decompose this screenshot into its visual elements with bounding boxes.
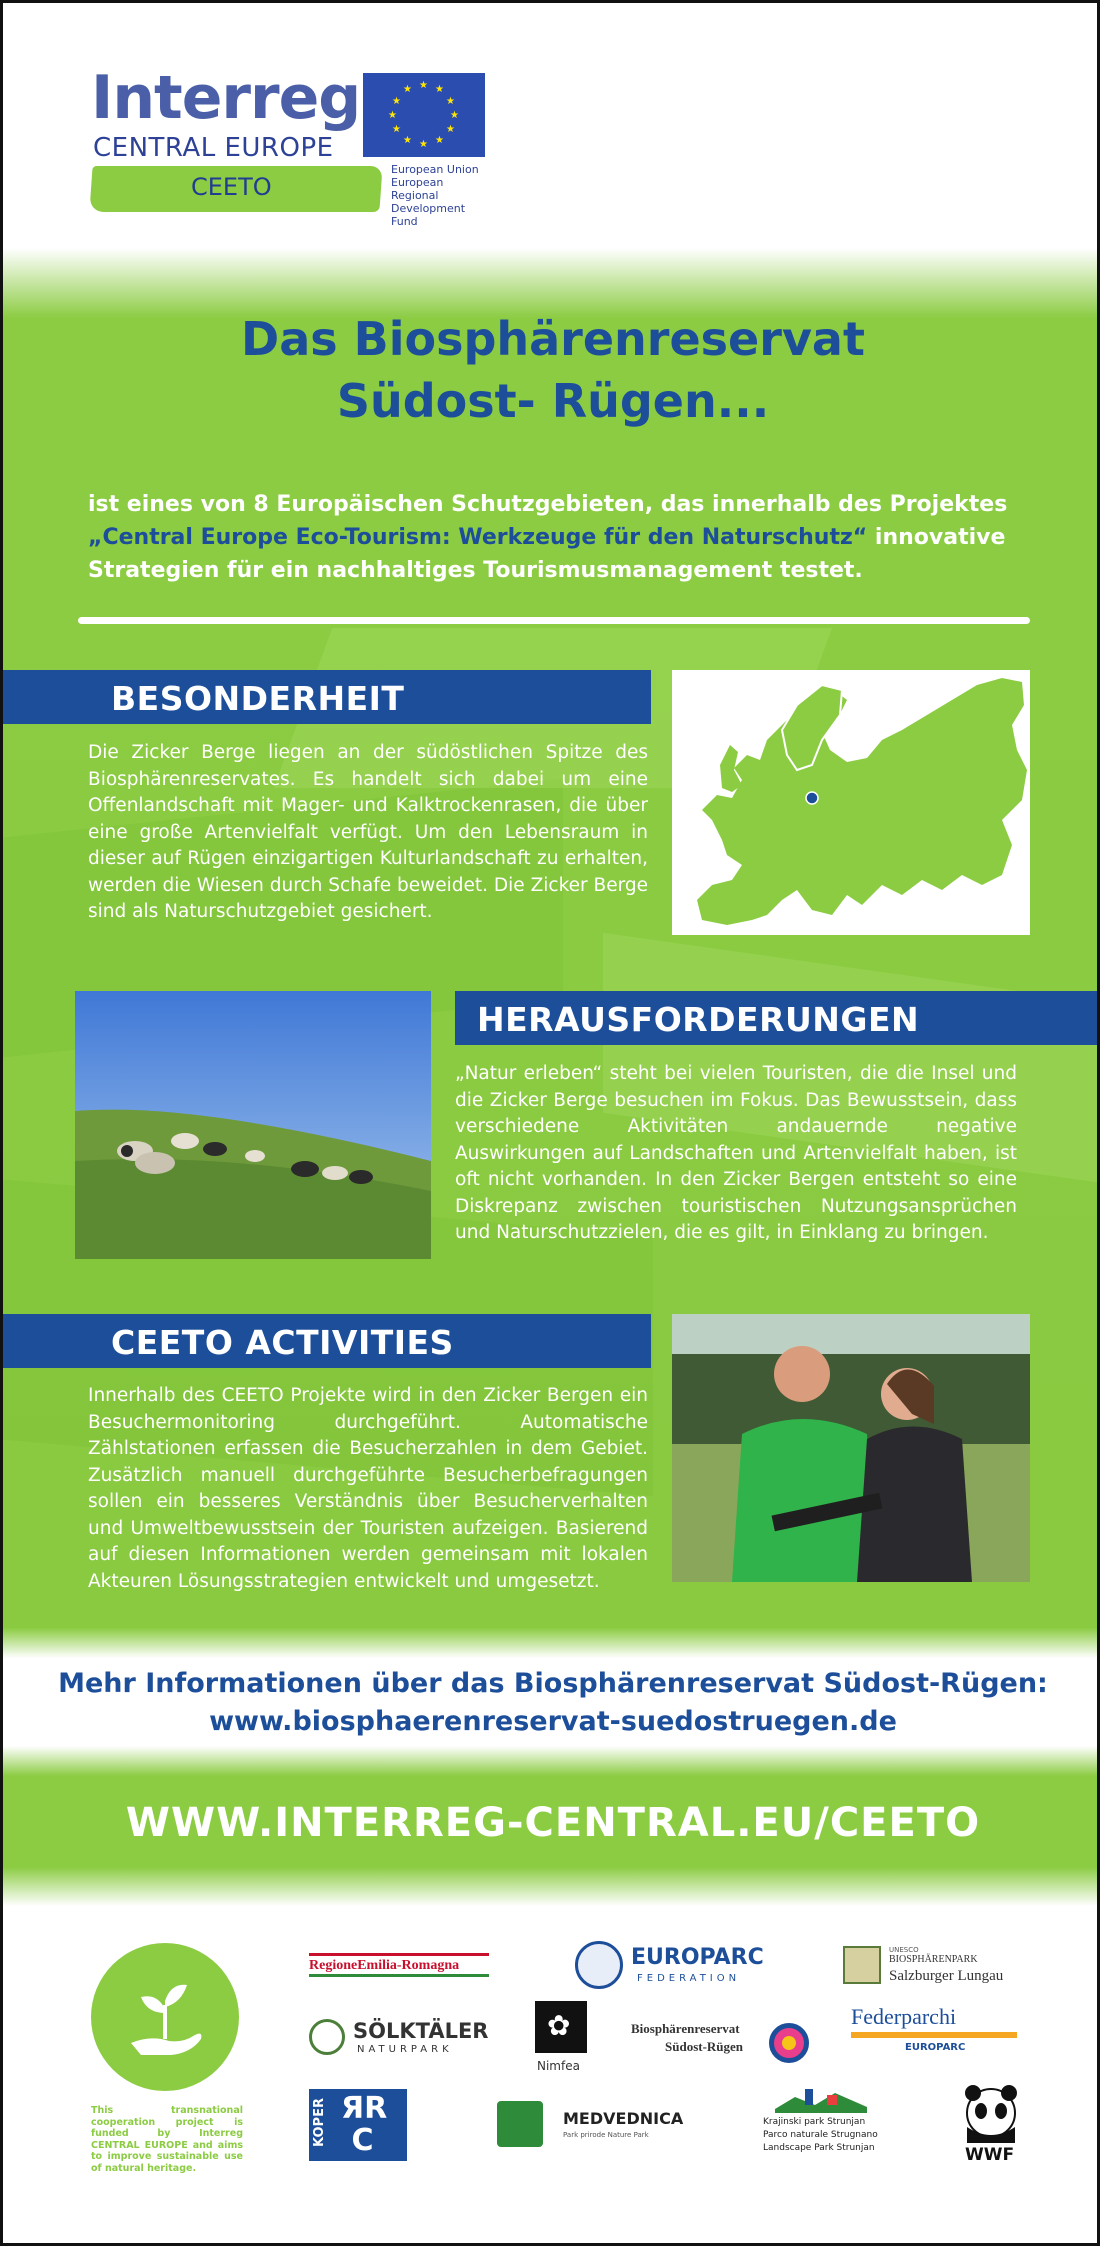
page-title [3, 308, 1100, 432]
medvednica-subtext: Park prirode Nature Park [563, 2131, 649, 2139]
federparchi-text: Federparchi [851, 2004, 957, 2029]
wwf-logo [959, 2083, 1023, 2167]
besonderheit-text: Die Zicker Berge liegen an der südöstlichen Spitze des Biosphärenreservates. Es handelt sich dabei um eine Offenlandschaft mit Mager- und Kalktrockenrasen, die über eine große Artenvielfalt verfügt. Um den Lebensraum in dieser auf Rügen einzigartigen Kulturlandschaft zu erhalten, werden die Wiesen durch Schafe beweidet. Die Zicker Berge sind als Naturschutzgebiet gesichert. [88, 742, 648, 922]
rugen-line1: Biosphärenreservat [631, 2021, 740, 2036]
strunjan-skyline-icon [775, 2087, 867, 2113]
herausforderungen-text: „Natur erleben“ steht bei vielen Touristen, die die Insel und die Zicker Berge besuchen im Fokus. Das Bewusstsein, dass verschiedene Aktivitäten andauernde negative Auswirkungen auf Landschaften und Artenvielfalt haben, ist oft nicht vorhanden. In den Zicker Bergen entsteht so eine Diskrepanz zwischen touristischen Nutzungsansprüchen und Naturschutzzielen, die es gilt, in Einklang zu bringen. [455, 1063, 1017, 1243]
strunjan-logo [763, 2087, 895, 2161]
divider [78, 617, 1030, 624]
nimfea-logo [531, 2001, 591, 2077]
wwf-text: WWF [965, 2145, 1015, 2165]
interreg-wordmark: Interreg [91, 63, 361, 133]
europarc-globe-icon [575, 1941, 623, 1989]
biosphaerenreservat-logo [631, 2021, 821, 2065]
lungau-line2: Salzburger Lungau [889, 1968, 1004, 1984]
sheep-photo-svg [75, 991, 431, 1259]
rugen-line2: Südost-Rügen [665, 2039, 744, 2054]
federparchi-stripe [851, 2032, 1017, 2038]
nimfea-text: Nimfea [537, 2059, 580, 2073]
lungau-badge-icon [843, 1946, 881, 1984]
sprout-hand-icon [91, 1943, 239, 2091]
page-title-line2: Südost- Rügen... [336, 374, 770, 428]
intro-part2: innovative Strategien für ein nachhaltiges Tourismusmanagement testet. [88, 525, 1006, 583]
rugen-inner-dot [782, 2036, 796, 2050]
eu-caption-line2: European Regional [391, 176, 444, 202]
more-info-band [3, 1628, 1100, 1776]
more-info-line1: Mehr Informationen über das Biosphärenreservat Südost-Rügen: [58, 1668, 1048, 1699]
eu-caption [391, 163, 491, 228]
lily-glyph: ✿ [547, 2009, 571, 2042]
koper-logo [309, 2089, 409, 2163]
europe-map-svg [672, 670, 1030, 935]
soelktaeler-logo [309, 2015, 494, 2061]
more-info-link[interactable]: www.biosphaerenreservat-suedostruegen.de [209, 1706, 897, 1737]
panda-icon [959, 2083, 1023, 2143]
soelktaeler-subtext: NATURPARK [357, 2044, 453, 2055]
lungau-unesco: UNESCO [889, 1946, 919, 1954]
activities-text: Innerhalb des CEETO Projekte wird in den Zicker Bergen ein Besuchermonitoring durchgeführt. Automatische Zählstationen erfassen die Besucherzahlen in dem Gebiet. Zusätzlich manuell durchgeführte Besucherbefragungen sollen ein besseres Verständnis über Besucherverhalten und Umweltbewusstsein der Touristen aufzeigen. Basierend auf diesen Informationen werden gemeinsam mit lokalen Akteuren Lösungsstrategien entwickelt und umgesetzt. [88, 1385, 648, 1592]
activities-title: CEETO ACTIVITIES [111, 1323, 454, 1362]
strunjan-line2: Parco naturale Strugnano [763, 2130, 878, 2140]
soelktaeler-text: SÖLKTÄLER [353, 2019, 489, 2043]
medvednica-text: MEDVEDNICA [563, 2109, 684, 2128]
location-marker [806, 792, 818, 804]
soelktaeler-mountain-icon [309, 2019, 345, 2055]
rangers-photo-svg [672, 1314, 1030, 1582]
eu-flag-icon: ★ ★ ★ ★ ★ ★ ★ ★ ★ ★ ★ ★ [363, 73, 485, 157]
eu-caption-line3: Development Fund [391, 202, 466, 228]
emilia-romagna-logo [309, 1953, 489, 1977]
federparchi-logo [851, 2004, 1021, 2064]
eu-caption-line1: European Union [391, 163, 479, 176]
intro-project-name: „Central Europe Eco-Tourism: Werkzeuge für den Naturschutz“ [88, 525, 868, 550]
nimfea-lily-icon [535, 2001, 587, 2053]
project-url[interactable]: WWW.INTERREG-CENTRAL.EU/CEETO [125, 1800, 981, 1846]
medvednica-logo [497, 2101, 687, 2151]
koper-rrc-mark: ЯR C [341, 2091, 388, 2158]
rangers-photo [672, 1314, 1030, 1582]
sprout-hand-svg [91, 1943, 239, 2091]
strunjan-line3: Landscape Park Strunjan [763, 2143, 875, 2153]
medvednica-mountain-icon [497, 2101, 543, 2147]
funding-note: This transnational cooperation project is funded by Interreg CENTRAL EUROPE and aims to improve sustainable use of natural heritage. [91, 2105, 243, 2174]
intro-part1: ist eines von 8 Europäischen Schutzgebieten, das innerhalb des Projektes [88, 492, 1008, 517]
europe-map [672, 670, 1030, 935]
rugen-circle-icon [769, 2023, 809, 2063]
strunjan-line1: Krajinski park Strunjan [763, 2117, 866, 2127]
europarc-subtext: FEDERATION [637, 1973, 741, 1984]
strunjan-skyline-svg [775, 2087, 867, 2113]
koper-text: KOPER [311, 2098, 327, 2147]
intro-text [88, 488, 1018, 587]
ceeto-wordmark: CEETO [191, 173, 272, 201]
besonderheit-title: BESONDERHEIT [111, 679, 405, 718]
emilia-romagna-text: RegioneEmilia-Romagna [309, 1958, 460, 1973]
central-europe-wordmark: CENTRAL EUROPE [93, 133, 334, 163]
lungau-line1: BIOSPHÄRENPARK [889, 1954, 978, 1965]
europarc-text: EUROPARC [631, 1945, 764, 1970]
salzburger-lungau-logo [843, 1946, 1023, 1992]
europe-landmass [697, 678, 1027, 925]
page-title-line1: Das Biosphärenreservat [241, 312, 865, 366]
europarc-logo [575, 1941, 764, 1991]
sheep-photo [75, 991, 431, 1259]
herausforderungen-title: HERAUSFORDERUNGEN [477, 1000, 920, 1039]
header [3, 3, 1100, 248]
federparchi-subtext: EUROPARC [905, 2042, 966, 2053]
interreg-logo [91, 63, 491, 228]
